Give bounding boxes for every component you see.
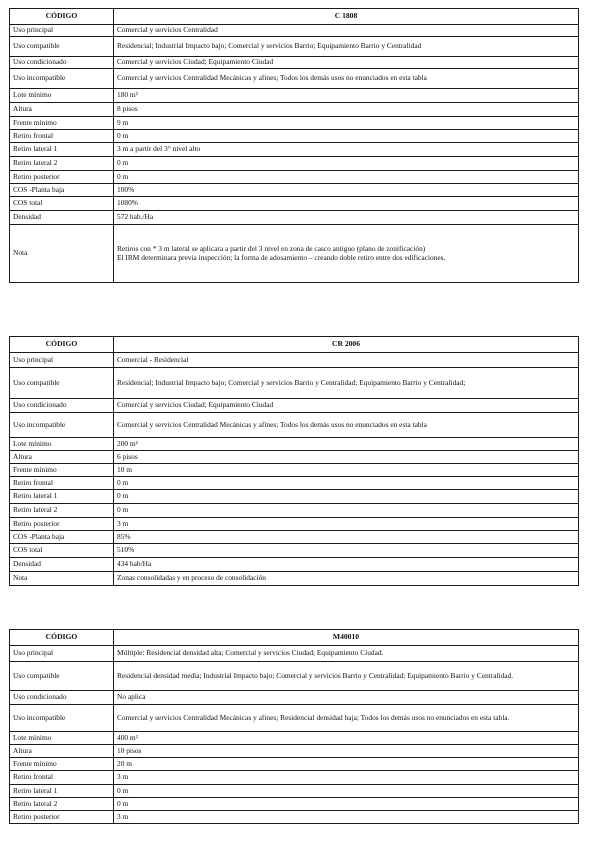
row-value: 1080% [114,197,579,211]
row-label: Lote mínimo [10,732,114,745]
note-text-2: El IRM determinara previa inspección; la forma de adosamiento – creando doble retiro entre dos edificaciones. [117,252,446,262]
row-label: Retiro frontal [10,771,114,785]
codigo-header: CÓDIGO [10,337,114,353]
row-value: 6 pisos [114,451,579,464]
note-text-1: Retiros con * 3 m lateral se aplicara a partir del 3 nivel en zona de casco antiguo (plano de zonificación) [117,244,426,254]
row-value: 0 m [114,171,579,184]
table-row [10,211,579,225]
row-label: Uso compatible [10,37,114,57]
table-row [10,103,579,117]
row-value: 85% [114,531,579,544]
row-label: Retiro lateral 2 [10,504,114,518]
row-value: Zonas consolidadas y en proceso de consolidación [114,572,579,586]
row-value: 0 m [114,477,579,490]
table-row [10,130,579,143]
row-label: Nota [10,225,114,283]
table-row [10,464,579,477]
row-value: 20 m [114,758,579,771]
table-row [10,771,579,785]
table-row [10,171,579,184]
row-label: Lote mínimo [10,438,114,451]
table-row [10,531,579,544]
table-row [10,157,579,171]
table-header-row [10,9,579,25]
row-value: Comercial y servicios Centralidad Mecánicas y afines; Todos los demás usos no enunciados en esta tabla [114,69,579,89]
table-row [10,490,579,504]
table-row [10,662,579,691]
row-label: Uso condicionado [10,399,114,413]
row-label: Retiro frontal [10,477,114,490]
table-header-row [10,630,579,646]
codigo-header: CÓDIGO [10,9,114,25]
table-row [10,197,579,211]
row-value: 0 m [114,504,579,518]
row-label: Frente mínimo [10,117,114,130]
row-value: 10 pisos [114,745,579,758]
table-row [10,745,579,758]
row-value: 10 m [114,464,579,477]
row-label: Uso incompatible [10,69,114,89]
table-row [10,758,579,771]
row-label: Retiro lateral 2 [10,798,114,811]
row-label: Retiro lateral 1 [10,490,114,504]
row-value: 3 m a partir del 3° nivel alto [114,143,579,157]
row-value: Comercial y servicios Centralidad Mecánicas y afines; Todos los demás usos no enunciados en esta tabla [114,413,579,438]
row-label: Nota [10,572,114,586]
row-label: COS total [10,197,114,211]
table-row [10,451,579,464]
table-row [10,225,579,283]
row-value: 100% [114,184,579,197]
row-value: Comercial y servicios Centralidad [114,25,579,37]
row-label: Retiro posterior [10,811,114,824]
row-value: Residencial; Industrial Impacto bajo; Comercial y servicios Barrio; Equipamiento Barrio y Centralidad [114,37,579,57]
table-row [10,732,579,745]
row-label: COS -Planta baja [10,184,114,197]
row-label: Retiro frontal [10,130,114,143]
table-row [10,37,579,57]
table-row [10,785,579,798]
row-value: Múltiple: Residencial densidad alta; Comercial y servicios Ciudad; Equipamiento Ciudad. [114,646,579,662]
row-label: Retiro lateral 1 [10,785,114,798]
row-value: 434 hab/Ha [114,558,579,572]
row-label: Densidad [10,558,114,572]
row-value: Comercial - Residencial [114,353,579,368]
row-value: 8 pisos [114,103,579,117]
table-row [10,25,579,37]
row-label: Densidad [10,211,114,225]
row-label: Uso condicionado [10,691,114,705]
table-row [10,691,579,705]
row-label: Uso compatible [10,662,114,691]
table-row [10,368,579,399]
table-row [10,646,579,662]
zone-code: M40010 [114,630,579,646]
table-row [10,504,579,518]
table-row [10,518,579,531]
codigo-header: CÓDIGO [10,630,114,646]
row-label: Uso principal [10,646,114,662]
zone-code: C 1808 [114,9,579,25]
table-row [10,544,579,558]
table-row [10,143,579,157]
row-value: 3 m [114,771,579,785]
row-label: Uso condicionado [10,57,114,69]
row-label: COS -Planta baja [10,531,114,544]
row-value: 0 m [114,490,579,504]
row-value: Comercial y servicios Ciudad; Equipamiento Ciudad [114,57,579,69]
row-value: 0 m [114,785,579,798]
row-label: Uso compatible [10,368,114,399]
table-row [10,572,579,586]
zoning-table-c1808 [9,8,579,283]
table-row [10,399,579,413]
zoning-table-m40010 [9,629,579,824]
row-value: 9 m [114,117,579,130]
row-label: Altura [10,745,114,758]
table-row [10,438,579,451]
row-label: Retiro posterior [10,518,114,531]
table-row [10,353,579,368]
row-value: 0 m [114,798,579,811]
row-label: Retiro lateral 2 [10,157,114,171]
table-row [10,798,579,811]
table-row [10,57,579,69]
table-header-row [10,337,579,353]
row-value: 200 m² [114,438,579,451]
table-row [10,558,579,572]
row-label: Uso incompatible [10,413,114,438]
table-row [10,184,579,197]
table-row [10,89,579,103]
table-row [10,811,579,824]
row-value: 0 m [114,130,579,143]
row-label: Frente mínimo [10,758,114,771]
row-value: 572 hab./Ha [114,211,579,225]
row-value: 3 m [114,811,579,824]
row-value: 510% [114,544,579,558]
row-value: Comercial y servicios Centralidad Mecánicas y afines; Residencial densidad baja; Todos los demás usos no enunciados en esta tabla. [114,705,579,732]
zoning-table-cr2006 [9,336,579,586]
table-row [10,117,579,130]
row-label: Retiro lateral 1 [10,143,114,157]
row-value: Residencial; Industrial Impacto bajo; Comercial y servicios Barrio y Centralidad; Equipamiento Barrio y Centralidad; [114,368,579,399]
table-row [10,705,579,732]
zone-code: CR 2006 [114,337,579,353]
row-value: Residencial densidad media; Industrial Impacto bajo; Comercial y servicios Barrio y Centralidad; Equipamiento Barrio y Centralidad. [114,662,579,691]
row-label: Frente mínimo [10,464,114,477]
row-value: 3 m [114,518,579,531]
row-label: Uso principal [10,25,114,37]
row-value: 0 m [114,157,579,171]
row-value: No aplica [114,691,579,705]
row-label: COS total [10,544,114,558]
row-label: Altura [10,451,114,464]
row-value: Comercial y servicios Ciudad; Equipamiento Ciudad [114,399,579,413]
row-value: 180 m² [114,89,579,103]
row-label: Lote mínimo [10,89,114,103]
table-row [10,69,579,89]
row-label: Uso principal [10,353,114,368]
table-row [10,477,579,490]
row-label: Retiro posterior [10,171,114,184]
note-cell [114,225,579,283]
table-row [10,413,579,438]
row-label: Uso incompatible [10,705,114,732]
row-label: Altura [10,103,114,117]
row-value: 400 m² [114,732,579,745]
